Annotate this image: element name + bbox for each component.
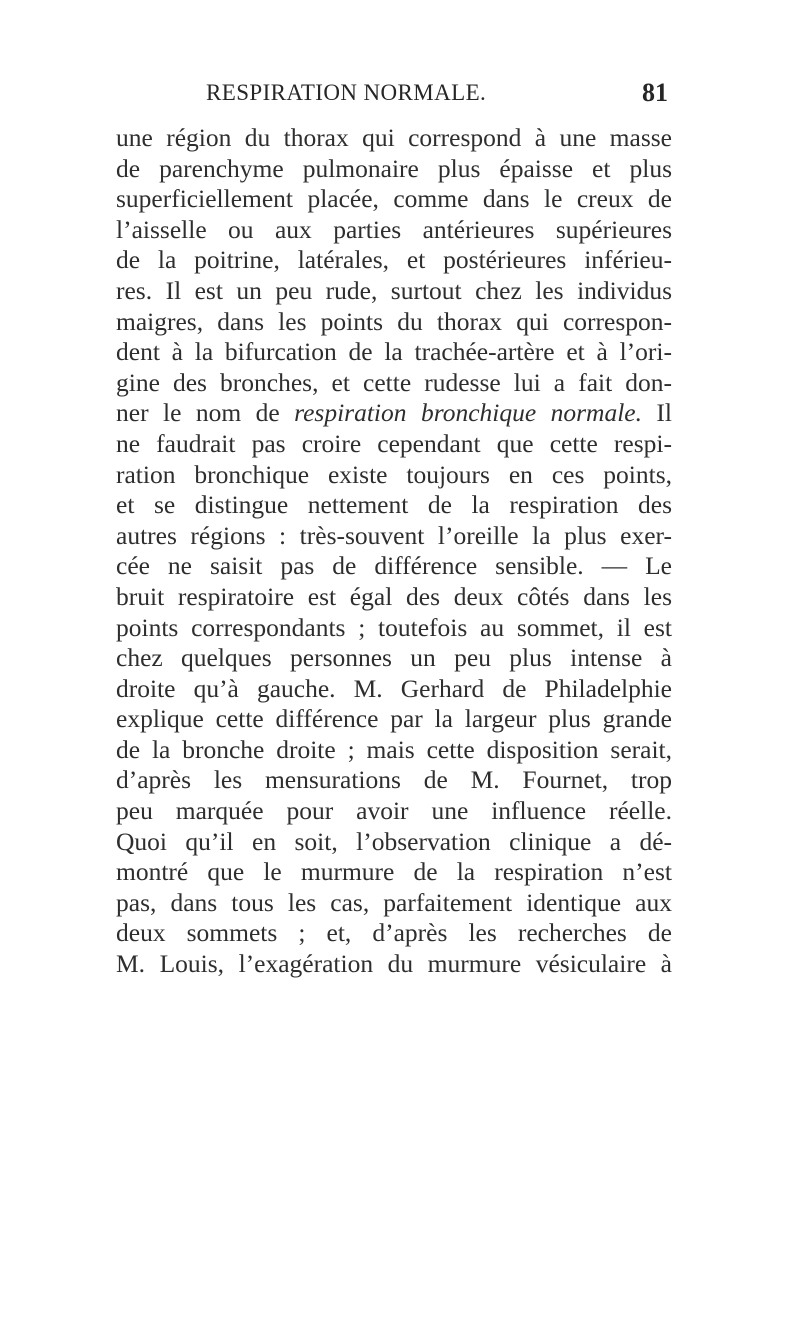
text-line: ne faudrait pas croire cependant que cette respi- — [116, 428, 672, 458]
text-line: pas, dans tous les cas, parfaitement identique aux — [116, 887, 672, 917]
text-line: cée ne saisit pas de différence sensible. — Le — [116, 551, 672, 581]
text-line: peu marquée pour avoir une influence réelle. — [116, 796, 672, 826]
text-line: et se distingue nettement de la respiration des — [116, 490, 672, 520]
text-line: dent à la bifurcation de la trachée-artère et à l’ori- — [116, 337, 672, 367]
page-header — [122, 80, 670, 112]
italic-term: respiration bronchique normale. — [294, 398, 642, 428]
text-line: maigres, dans les points du thorax qui correspon- — [116, 306, 672, 336]
text-line: points correspondants ; toutefois au sommet, il est — [116, 612, 672, 642]
text-line: Quoi qu’il en soit, l’observation clinique a dé- — [116, 826, 672, 856]
text-line: ration bronchique existe toujours en ces points, — [116, 459, 672, 489]
text-line: deux sommets ; et, d’après les recherches de — [116, 918, 672, 948]
text-line: d’après les mensurations de M. Fournet, trop — [116, 765, 672, 795]
page-number: 81 — [642, 78, 668, 107]
text-segment: ner le nom de — [116, 398, 295, 428]
text-line: chez quelques personnes un peu plus intense à — [116, 643, 672, 673]
text-line: de la bronche droite ; mais cette disposition serait, — [116, 734, 672, 764]
text-line: gine des bronches, et cette rudesse lui a fait don- — [116, 367, 672, 397]
text-line: res. Il est un peu rude, surtout chez les individus — [116, 275, 672, 305]
text-line: l’aisselle ou aux parties antérieures supérieures — [116, 214, 672, 244]
text-segment: Il — [641, 398, 672, 428]
text-line: bruit respiratoire est égal des deux côtés dans les — [116, 581, 672, 611]
running-title: RESPIRATION NORMALE. — [206, 80, 487, 105]
body-text — [116, 123, 672, 980]
text-line: superficiellement placée, comme dans le creux de — [116, 184, 672, 214]
text-line: montré que le murmure de la respiration n’est — [116, 857, 672, 887]
text-line: de la poitrine, latérales, et postérieures inférieu- — [116, 245, 672, 275]
text-line: autres régions : très-souvent l’oreille la plus exer- — [116, 520, 672, 550]
text-line: droite qu’à gauche. M. Gerhard de Philadelphie — [116, 673, 672, 703]
text-line: une région du thorax qui correspond à une masse — [116, 123, 672, 152]
text-line: M. Louis, l’exagération du murmure vésiculaire à — [116, 949, 672, 979]
text-line-with-italic — [116, 398, 672, 429]
text-line: explique cette différence par la largeur plus grande — [116, 704, 672, 734]
text-line: de parenchyme pulmonaire plus épaisse et plus — [116, 153, 672, 183]
